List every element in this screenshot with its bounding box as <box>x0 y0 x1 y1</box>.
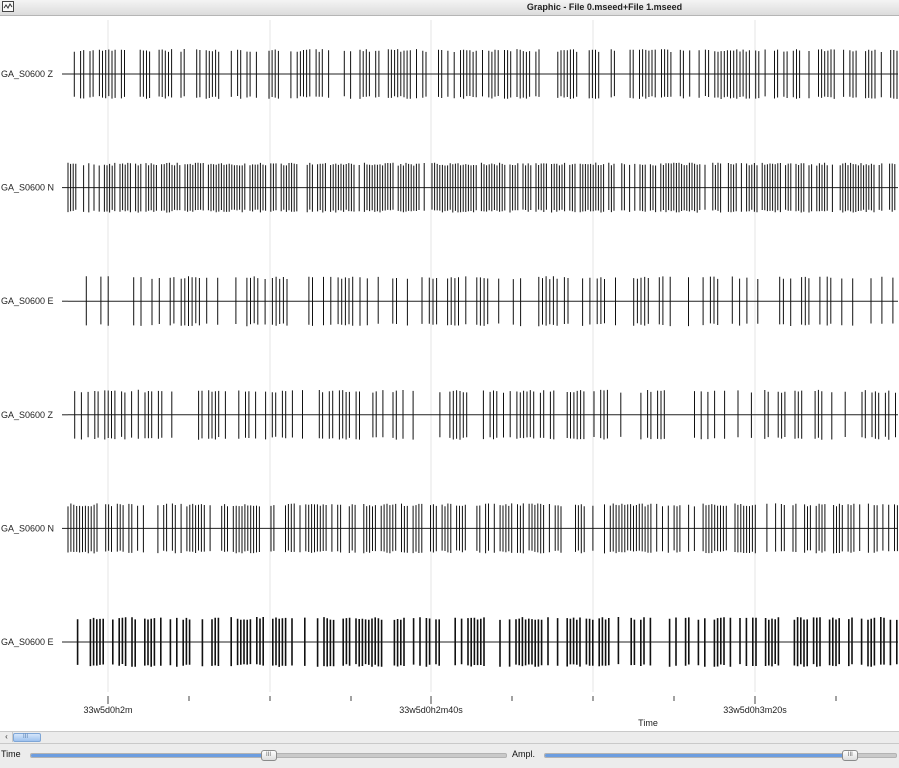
channel-trace[interactable] <box>1 163 898 213</box>
time-slider-label: Time <box>1 749 21 759</box>
channel-label: GA_S0600 N <box>1 182 55 193</box>
time-slider-fill <box>31 754 269 757</box>
time-tick-label: 33w5d0h3m20s <box>723 705 787 715</box>
time-slider-handle[interactable]: III <box>261 750 277 761</box>
window-titlebar <box>0 0 899 16</box>
amplitude-slider-fill <box>545 754 850 757</box>
time-axis-label: Time <box>638 718 658 728</box>
channel-label: GA_S0600 Z <box>1 409 54 420</box>
channel-trace[interactable] <box>1 276 898 326</box>
horizontal-scrollbar[interactable] <box>0 731 899 744</box>
amplitude-slider-handle[interactable]: III <box>842 750 858 761</box>
control-bar <box>0 744 899 768</box>
channel-label: GA_S0600 E <box>1 637 54 647</box>
seismogram-plot[interactable] <box>0 16 899 730</box>
scrollbar-thumb[interactable] <box>13 733 41 742</box>
scroll-left-arrow-icon[interactable]: ‹ <box>1 732 13 742</box>
window-title: Graphic - File 0.mseed+File 1.mseed <box>526 2 683 12</box>
channel-label: GA_S0600 E <box>1 296 54 307</box>
channel-trace[interactable] <box>1 503 898 553</box>
grip-icon: III <box>23 734 29 740</box>
time-tick-label: 33w5d0h2m <box>83 705 133 715</box>
time-tick-label: 33w5d0h2m40s <box>399 705 463 715</box>
amplitude-slider[interactable] <box>544 753 897 758</box>
channel-label: GA_S0600 N <box>1 523 55 534</box>
channel-label: GA_S0600 Z <box>1 69 54 79</box>
ampl-slider-label: Ampl. <box>512 749 536 759</box>
channel-trace[interactable] <box>1 390 898 440</box>
channel-trace[interactable] <box>1 617 898 667</box>
time-gridlines <box>108 20 755 692</box>
time-slider[interactable] <box>30 753 507 758</box>
channel-traces <box>1 49 898 667</box>
channel-trace[interactable] <box>1 49 898 99</box>
time-axis-ticks <box>108 696 836 704</box>
